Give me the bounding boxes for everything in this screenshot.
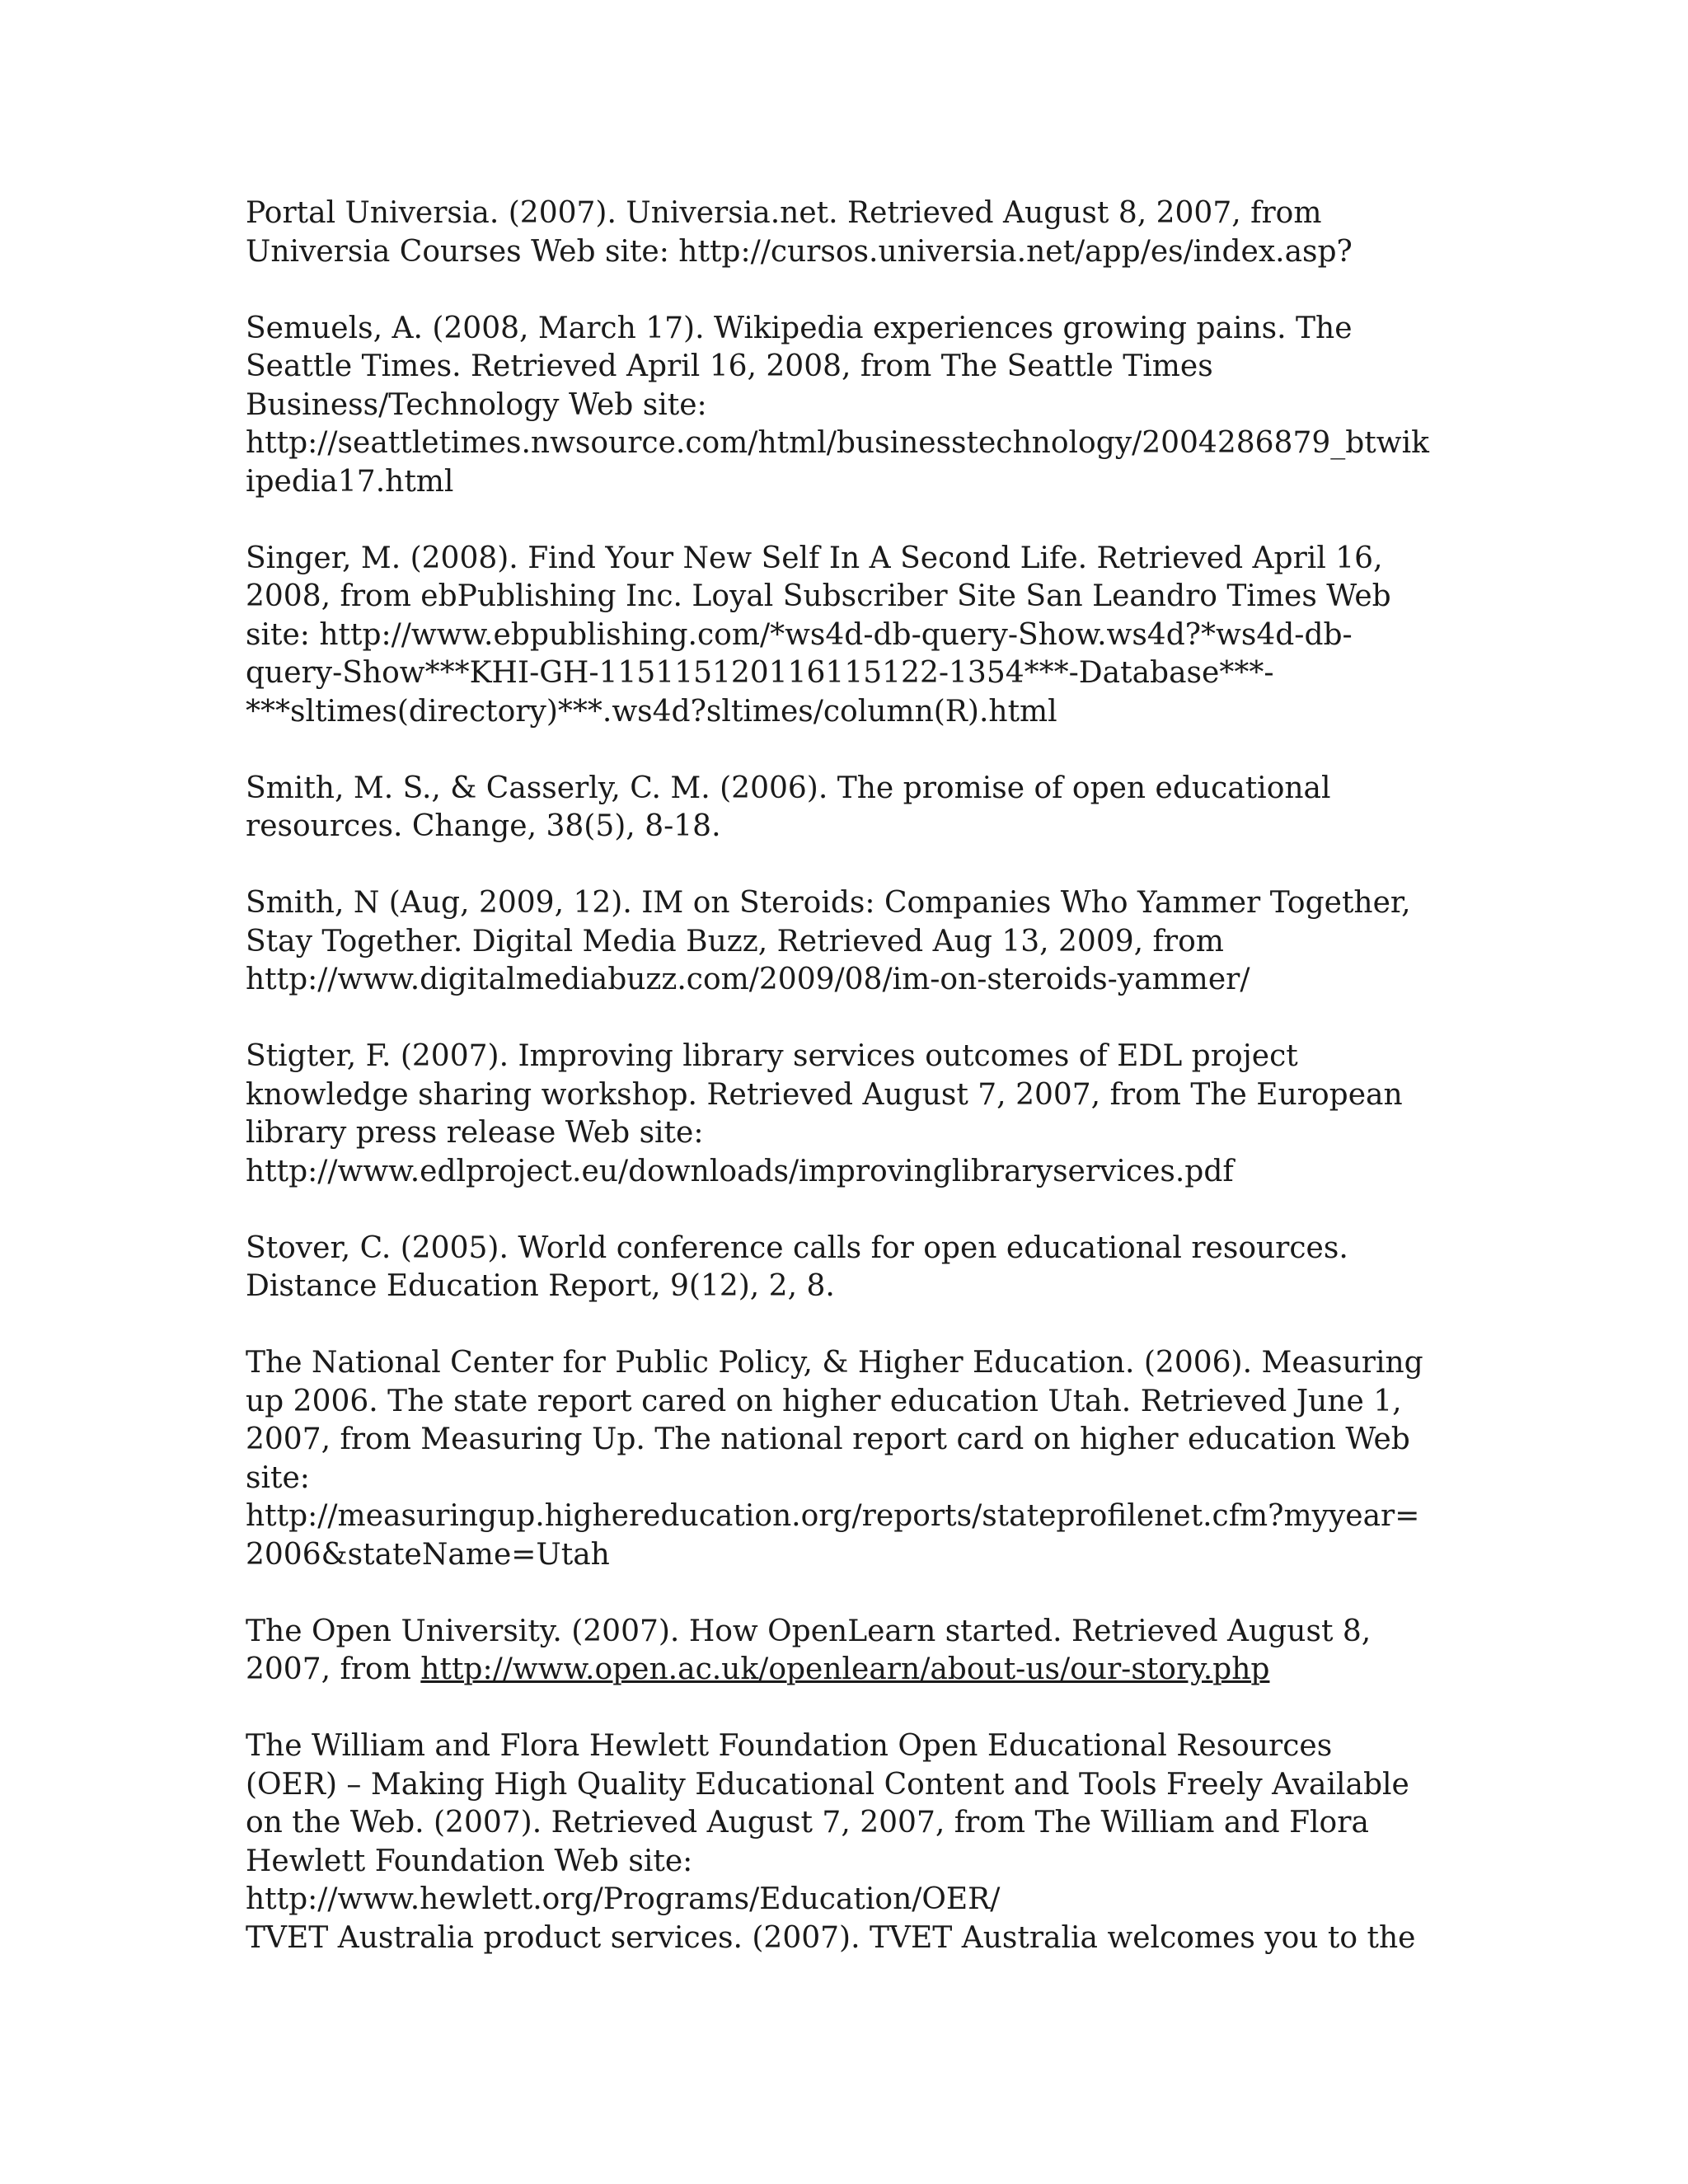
reference-line: Smith, N (Aug, 2009, 12). IM on Steroids: Companies Who Yammer Together, xyxy=(246,886,1411,920)
reference-entry xyxy=(246,310,1441,502)
reference-line: http://seattletimes.nwsource.com/html/businesstechnology/2004286879_btwik xyxy=(246,426,1429,460)
reference-line: Singer, M. (2008). Find Your New Self In A Second Life. Retrieved April 16, xyxy=(246,541,1383,575)
reference-entry xyxy=(246,194,1441,271)
reference-line: Stigter, F. (2007). Improving library services outcomes of EDL project xyxy=(246,1039,1298,1073)
reference-line: Universia Courses Web site: http://cursos.universia.net/app/es/index.asp? xyxy=(246,234,1353,269)
reference-line: The William and Flora Hewlett Foundation Open Educational Resources xyxy=(246,1729,1333,1763)
reference-entry xyxy=(246,884,1441,1000)
reference-line xyxy=(246,1651,1441,1690)
reference-line: http://www.edlproject.eu/downloads/improvinglibraryservices.pdf xyxy=(246,1154,1234,1188)
reference-line: Business/Technology Web site: xyxy=(246,387,707,422)
reference-line: TVET Australia product services. (2007). TVET Australia welcomes you to the xyxy=(246,1920,1416,1955)
reference-line: http://www.digitalmediabuzz.com/2009/08/im-on-steroids-yammer/ xyxy=(246,963,1250,996)
reference-line: on the Web. (2007). Retrieved August 7, 2007, from The William and Flora xyxy=(246,1806,1369,1840)
reference-line: (OER) – Making High Quality Educational Content and Tools Freely Available xyxy=(246,1767,1409,1802)
reference-line: http://www.hewlett.org/Programs/Education/OER/ xyxy=(246,1882,1001,1916)
reference-entry xyxy=(246,1727,1441,1919)
reference-line: 2007, from Measuring Up. The national report card on higher education Web xyxy=(246,1422,1410,1456)
reference-entry xyxy=(246,540,1441,732)
reference-line: knowledge sharing workshop. Retrieved August 7, 2007, from The European xyxy=(246,1077,1403,1112)
reference-line: Smith, M. S., & Casserly, C. M. (2006). The promise of open educational xyxy=(246,771,1331,805)
reference-line: Stay Together. Digital Media Buzz, Retrieved Aug 13, 2009, from xyxy=(246,924,1224,958)
reference-line: http://measuringup.highereducation.org/reports/stateprofilenet.cfm?myyear= xyxy=(246,1499,1420,1533)
reference-line: library press release Web site: xyxy=(246,1116,704,1150)
reference-line: up 2006. The state report cared on higher education Utah. Retrieved June 1, xyxy=(246,1384,1402,1418)
reference-line: query-Show***KHI-GH-115115120116115122-1354***-Database***- xyxy=(246,656,1274,690)
reference-list xyxy=(246,194,1441,1957)
open-university-link[interactable]: http://www.open.ac.uk/openlearn/about-us/our-story.php xyxy=(420,1652,1270,1686)
reference-line: resources. Change, 38(5), 8-18. xyxy=(246,809,721,843)
reference-line: Seattle Times. Retrieved April 16, 2008, from The Seattle Times xyxy=(246,349,1213,383)
reference-line: site: xyxy=(246,1460,310,1495)
reference-line: Stover, C. (2005). World conference calls for open educational resources. xyxy=(246,1230,1348,1265)
reference-line: Semuels, A. (2008, March 17). Wikipedia experiences growing pains. The xyxy=(246,311,1353,345)
reference-entry xyxy=(246,1230,1441,1306)
reference-line: site: http://www.ebpublishing.com/*ws4d-db-query-Show.ws4d?*ws4d-db- xyxy=(246,617,1353,652)
reference-entry xyxy=(246,1038,1441,1191)
reference-entry xyxy=(246,1344,1441,1574)
reference-line: 2008, from ebPublishing Inc. Loyal Subscriber Site San Leandro Times Web xyxy=(246,579,1391,613)
reference-entry xyxy=(246,770,1441,846)
reference-line: Distance Education Report, 9(12), 2, 8. xyxy=(246,1269,835,1303)
reference-line: ***sltimes(directory)***.ws4d?sltimes/column(R).html xyxy=(246,694,1057,729)
reference-line: The National Center for Public Policy, & Higher Education. (2006). Measuring xyxy=(246,1346,1423,1380)
reference-line: Hewlett Foundation Web site: xyxy=(246,1844,693,1878)
reference-entry xyxy=(246,1613,1441,1690)
reference-line: The Open University. (2007). How OpenLearn started. Retrieved August 8, xyxy=(246,1614,1372,1648)
reference-line: ipedia17.html xyxy=(246,464,454,499)
reference-line: Portal Universia. (2007). Universia.net. Retrieved August 8, 2007, from xyxy=(246,196,1322,230)
reference-entry xyxy=(246,1919,1441,1958)
reference-line-prefix: 2007, from xyxy=(246,1652,421,1686)
reference-line: 2006&stateName=Utah xyxy=(246,1537,610,1572)
